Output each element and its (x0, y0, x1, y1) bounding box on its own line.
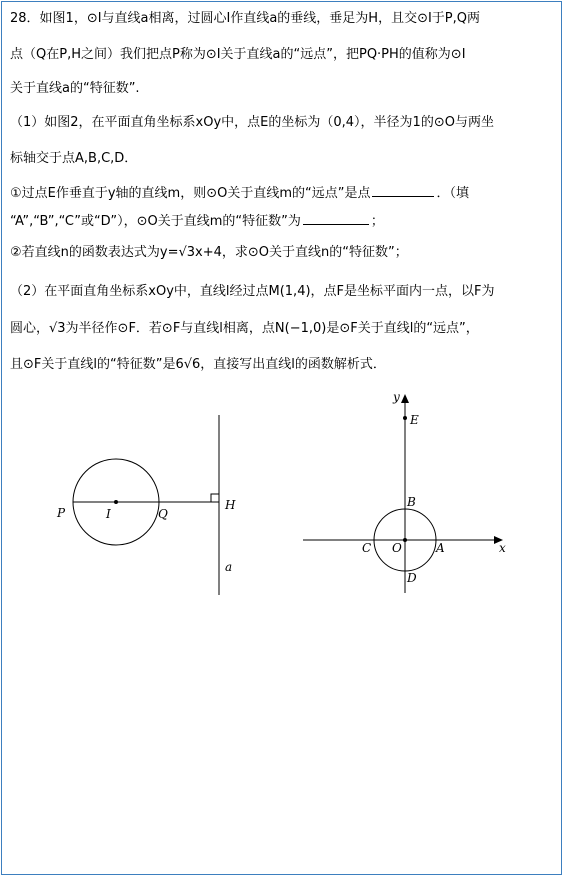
y-axis-arrow-icon (401, 394, 409, 403)
problem-line-7 (10, 212, 384, 231)
label-O: O (392, 541, 402, 555)
problem-line-8: ②若直线n的函数表达式为y=√3x+4，求⊙O关于直线n的“特征数”； (10, 245, 408, 260)
problem-line-9: （2）在平面直角坐标系xOy中，直线l经过点M(1,4)，点F是坐标平面内一点，以F为 (10, 284, 495, 299)
point-O (403, 538, 407, 542)
problem-line-1: 28．如图1，⊙I与直线a相离，过圆心I作直线a的垂线，垂足为H，且交⊙I于P,Q两 (10, 11, 481, 26)
problem-line-5: 标轴交于点A,B,C,D． (10, 151, 138, 166)
problem-line-10: 圆心，√3为半径作⊙F．若⊙F与直线l相离，点N(−1,0)是⊙F关于直线l的“远点”， (10, 321, 479, 336)
label-x: x (499, 541, 506, 555)
question-1-part-1-tail: ．（填 (436, 186, 469, 201)
label-B: B (407, 495, 416, 509)
problem-line-3: 关于直线a的“特征数”. (10, 81, 140, 96)
label-P: P (57, 506, 66, 520)
label-a: a (225, 560, 233, 574)
answer-blank-feature-number[interactable] (303, 212, 369, 225)
center-point-I (114, 500, 118, 504)
label-E: E (410, 413, 419, 427)
figure-1 (50, 405, 250, 605)
figure-2 (295, 385, 515, 600)
label-Q: Q (158, 507, 168, 521)
right-angle-mark (211, 494, 219, 502)
problem-line-4: （1）如图2，在平面直角坐标系xOy中，点E的坐标为（0,4），半径为1的⊙O与两坐 (10, 115, 494, 130)
problem-line-2: 点（Q在P,H之间）我们把点P称为⊙I关于直线a的“远点”，把PQ·PH的值称为⊙I (10, 47, 466, 62)
question-1-options-text: “A”,“B”,“C”或“D”），⊙O关于直线m的“特征数”为 (10, 214, 301, 229)
label-D: D (407, 571, 417, 585)
label-H: H (225, 498, 236, 512)
answer-blank-far-point[interactable] (372, 184, 434, 197)
question-1-part-1-text: ①过点E作垂直于y轴的直线m，则⊙O关于直线m的“远点”是点 (10, 186, 371, 201)
question-1-options-tail: ； (370, 214, 384, 229)
problem-line-11: 且⊙F关于直线l的“特征数”是6√6，直接写出直线l的函数解析式． (10, 357, 386, 372)
label-A: A (436, 541, 445, 555)
label-I: I (106, 507, 111, 521)
point-E (403, 416, 407, 420)
problem-line-6 (10, 184, 469, 203)
label-y: y (393, 390, 400, 404)
label-C: C (362, 541, 372, 555)
